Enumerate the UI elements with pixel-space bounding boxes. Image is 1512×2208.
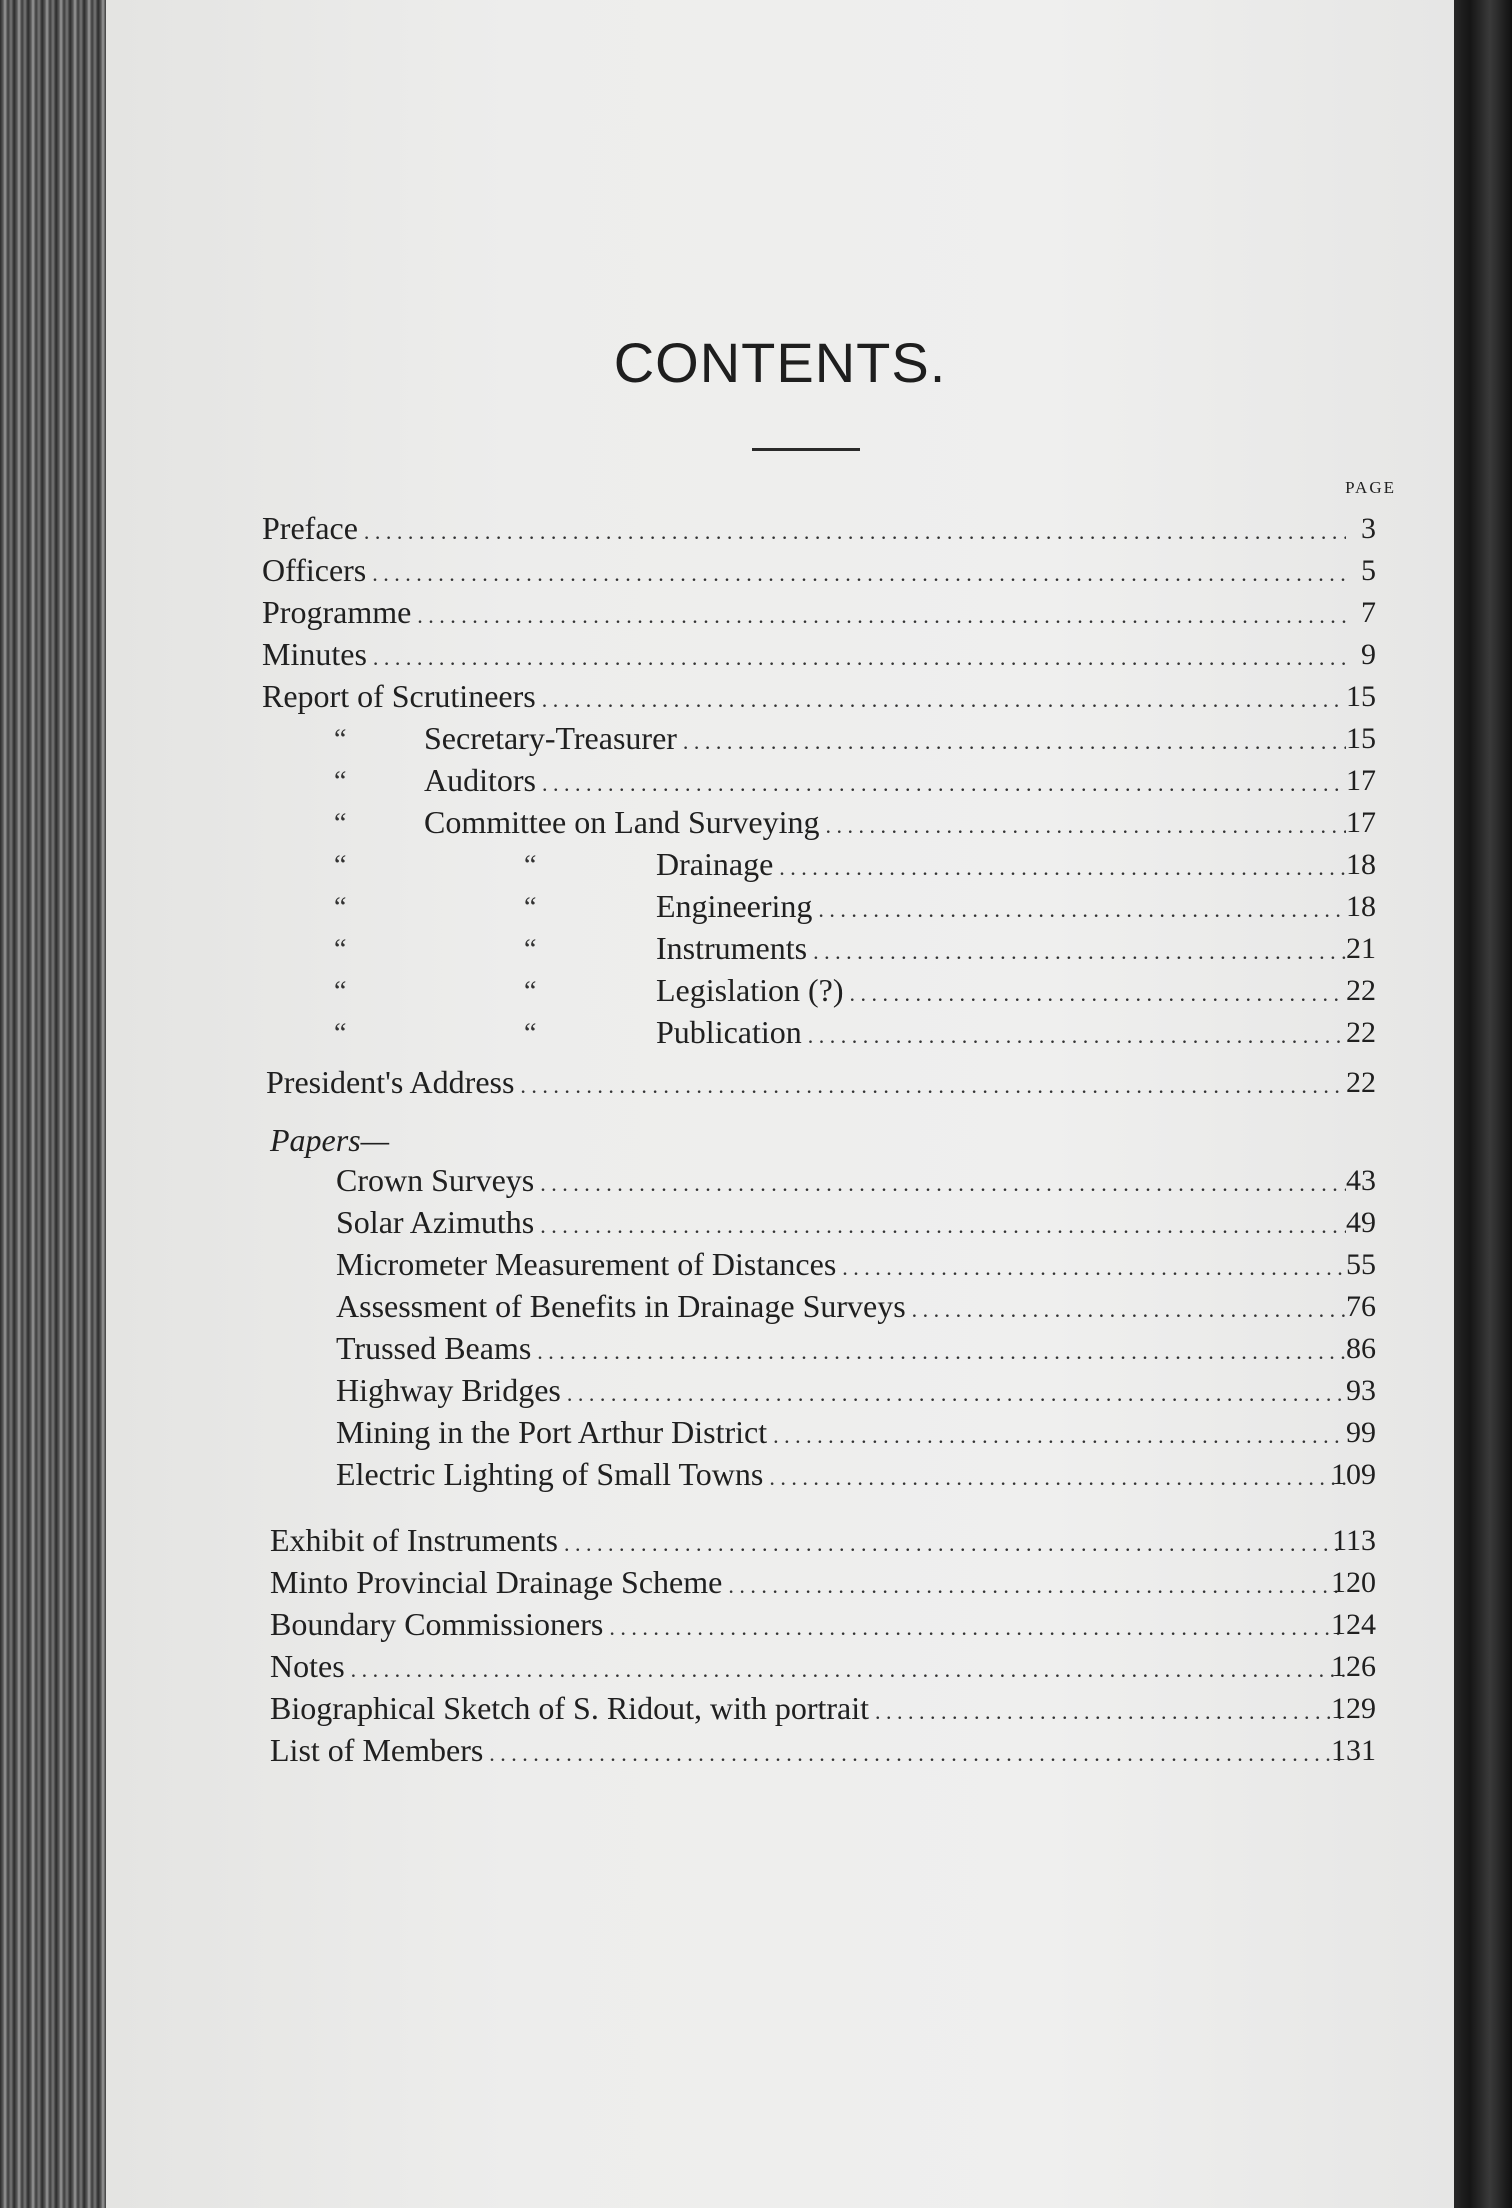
dot-leader bbox=[813, 939, 1346, 965]
dot-leader bbox=[683, 729, 1346, 755]
toc-entry-label: Mining in the Port Arthur District bbox=[336, 1414, 768, 1450]
dot-leader bbox=[818, 897, 1346, 923]
dot-leader bbox=[351, 1657, 1346, 1683]
dot-leader bbox=[564, 1531, 1346, 1557]
toc-page-number: 5 bbox=[1361, 554, 1376, 587]
toc-page-number: 18 bbox=[1346, 848, 1376, 881]
ditto-mark: “ bbox=[524, 934, 537, 965]
toc-entry-label: Publication bbox=[656, 1014, 802, 1050]
toc-entry-label: President's Address bbox=[266, 1064, 515, 1100]
page-title: CONTENTS. bbox=[613, 331, 947, 394]
toc-entry-label: Highway Bridges bbox=[336, 1372, 561, 1408]
dot-leader bbox=[520, 1073, 1346, 1099]
dot-leader bbox=[540, 1171, 1346, 1197]
dot-leader bbox=[364, 519, 1346, 545]
toc-entry bbox=[270, 1732, 1352, 1774]
toc-entry bbox=[336, 1372, 1352, 1414]
toc-entry bbox=[336, 1204, 1352, 1246]
toc-entry-label: Programme bbox=[262, 594, 412, 630]
toc-entry bbox=[336, 1162, 1352, 1204]
toc-entry bbox=[656, 888, 1352, 930]
toc-page-number: 131 bbox=[1331, 1734, 1376, 1767]
dot-leader bbox=[542, 687, 1346, 713]
toc-entry-label: Notes bbox=[270, 1648, 345, 1684]
toc-page-number: 129 bbox=[1331, 1692, 1376, 1725]
toc-entry bbox=[270, 1522, 1352, 1564]
toc-entry-label: Legislation (?) bbox=[656, 972, 844, 1008]
toc-page-number: 126 bbox=[1331, 1650, 1376, 1683]
book-spine-edge bbox=[0, 0, 110, 2208]
toc-page-number: 113 bbox=[1332, 1524, 1376, 1557]
page-column-heading: PAGE bbox=[1345, 478, 1396, 497]
ditto-mark: “ bbox=[334, 766, 347, 797]
toc-page-number: 99 bbox=[1346, 1416, 1376, 1449]
ditto-mark: “ bbox=[334, 976, 347, 1007]
dot-leader bbox=[372, 561, 1346, 587]
toc-entry-label: Engineering bbox=[656, 888, 813, 924]
dot-leader bbox=[912, 1297, 1346, 1323]
toc-entry-label: Boundary Commissioners bbox=[270, 1606, 604, 1642]
toc-entry bbox=[270, 1690, 1352, 1732]
toc-entry bbox=[336, 1246, 1352, 1288]
toc-page-number: 109 bbox=[1331, 1458, 1376, 1491]
toc-entry-label: Solar Azimuths bbox=[336, 1204, 535, 1240]
ditto-mark: “ bbox=[334, 934, 347, 965]
dot-leader bbox=[842, 1255, 1346, 1281]
toc-page-number: 7 bbox=[1361, 596, 1376, 629]
toc-entry bbox=[424, 762, 1352, 804]
toc-entry bbox=[270, 1606, 1352, 1648]
toc-entry-label: Minto Provincial Drainage Scheme bbox=[270, 1564, 723, 1600]
dot-leader bbox=[542, 771, 1346, 797]
dot-leader bbox=[567, 1381, 1346, 1407]
toc-entry bbox=[336, 1330, 1352, 1372]
toc-entry-label: Drainage bbox=[656, 846, 774, 882]
toc-page-number: 43 bbox=[1346, 1164, 1376, 1197]
toc-entry-label: Electric Lighting of Small Towns bbox=[336, 1456, 764, 1492]
toc-entry bbox=[336, 1288, 1352, 1330]
toc-entry bbox=[262, 678, 1352, 720]
ditto-mark: “ bbox=[524, 976, 537, 1007]
toc-entry bbox=[336, 1456, 1352, 1498]
toc-entry-label: Preface bbox=[262, 510, 358, 546]
table-of-contents bbox=[106, 0, 1454, 2208]
toc-page-number: 15 bbox=[1346, 680, 1376, 713]
toc-page-number: 17 bbox=[1346, 764, 1376, 797]
ditto-mark: “ bbox=[334, 850, 347, 881]
dot-leader bbox=[373, 645, 1346, 671]
toc-entry-label: Biographical Sketch of S. Ridout, with portrait bbox=[270, 1690, 870, 1726]
toc-page-number: 9 bbox=[1361, 638, 1376, 671]
book-right-edge bbox=[1450, 0, 1512, 2208]
toc-entry bbox=[262, 552, 1352, 594]
toc-page-number: 93 bbox=[1346, 1374, 1376, 1407]
dot-leader bbox=[826, 813, 1347, 839]
dot-leader bbox=[773, 1423, 1346, 1449]
toc-entry bbox=[262, 636, 1352, 678]
toc-entry-label: Auditors bbox=[424, 762, 536, 798]
toc-page-number: 76 bbox=[1346, 1290, 1376, 1323]
toc-entry-label: Committee on Land Surveying bbox=[424, 804, 820, 840]
toc-page-number: 3 bbox=[1361, 512, 1376, 545]
toc-entry bbox=[656, 846, 1352, 888]
toc-entry bbox=[656, 972, 1352, 1014]
papers-section-label: Papers— bbox=[270, 1122, 390, 1158]
toc-page-number: 124 bbox=[1331, 1608, 1376, 1641]
ditto-mark: “ bbox=[524, 892, 537, 923]
toc-entry bbox=[262, 510, 1352, 552]
toc-page-number: 22 bbox=[1346, 974, 1376, 1007]
dot-leader bbox=[537, 1339, 1346, 1365]
toc-entry bbox=[656, 1014, 1352, 1056]
toc-entry bbox=[270, 1648, 1352, 1690]
toc-page-number: 15 bbox=[1346, 722, 1376, 755]
toc-entry-label: Crown Surveys bbox=[336, 1162, 535, 1198]
toc-entry bbox=[266, 1064, 1352, 1106]
dot-leader bbox=[849, 981, 1346, 1007]
toc-page-number: 55 bbox=[1346, 1248, 1376, 1281]
dot-leader bbox=[609, 1615, 1346, 1641]
toc-entry-label: Secretary-Treasurer bbox=[424, 720, 677, 756]
ditto-mark: “ bbox=[334, 724, 347, 755]
toc-entry-label: Micrometer Measurement of Distances bbox=[336, 1246, 837, 1282]
dot-leader bbox=[728, 1573, 1346, 1599]
toc-entry bbox=[656, 930, 1352, 972]
toc-entry-label: Instruments bbox=[656, 930, 808, 966]
toc-entry-label: Exhibit of Instruments bbox=[270, 1522, 558, 1558]
toc-page-number: 22 bbox=[1346, 1016, 1376, 1049]
dot-leader bbox=[417, 603, 1346, 629]
toc-entry-label: Report of Scrutineers bbox=[262, 678, 536, 714]
ditto-mark: “ bbox=[334, 1018, 347, 1049]
toc-page-number: 21 bbox=[1346, 932, 1376, 965]
toc-entry bbox=[262, 594, 1352, 636]
dot-leader bbox=[808, 1023, 1346, 1049]
toc-page-number: 22 bbox=[1346, 1066, 1376, 1099]
toc-page-number: 17 bbox=[1346, 806, 1376, 839]
dot-leader bbox=[769, 1465, 1346, 1491]
toc-entry bbox=[336, 1414, 1352, 1456]
toc-entry bbox=[270, 1564, 1352, 1606]
toc-entry bbox=[424, 804, 1352, 846]
book-page bbox=[106, 0, 1454, 2208]
toc-entry-label: Minutes bbox=[262, 636, 367, 672]
toc-entry-label: Assessment of Benefits in Drainage Surveys bbox=[336, 1288, 906, 1324]
toc-page-number: 18 bbox=[1346, 890, 1376, 923]
toc-page-number: 49 bbox=[1346, 1206, 1376, 1239]
toc-entry bbox=[424, 720, 1352, 762]
toc-page-number: 120 bbox=[1331, 1566, 1376, 1599]
dot-leader bbox=[540, 1213, 1346, 1239]
dot-leader bbox=[489, 1741, 1346, 1767]
ditto-mark: “ bbox=[334, 892, 347, 923]
ditto-mark: “ bbox=[524, 1018, 537, 1049]
dot-leader bbox=[875, 1699, 1346, 1725]
toc-entry-label: Trussed Beams bbox=[336, 1330, 532, 1366]
ditto-mark: “ bbox=[524, 850, 537, 881]
dot-leader bbox=[779, 855, 1346, 881]
toc-entry-label: Officers bbox=[262, 552, 367, 588]
toc-page-number: 86 bbox=[1346, 1332, 1376, 1365]
ditto-mark: “ bbox=[334, 808, 347, 839]
toc-entry-label: List of Members bbox=[270, 1732, 484, 1768]
